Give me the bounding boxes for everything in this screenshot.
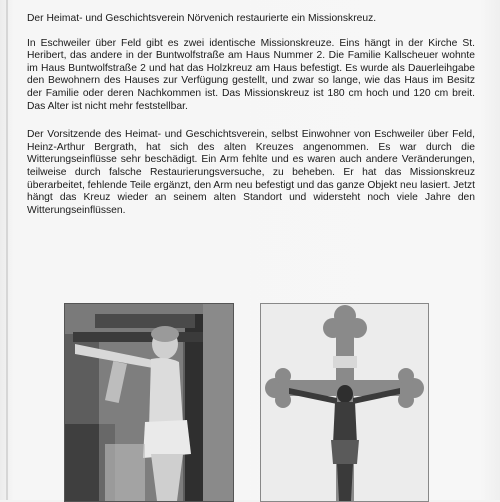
restored-crucifix-photo [260, 303, 429, 502]
paragraph-restoration: Der Vorsitzende des Heimat- und Geschichtsverein, selbst Einwohner von Eschweiler über Feld, Heinz-Arthur Bergrath, hat sich des alten Kreuzes angenommen. Es war durch die Witterungseinflüsse sehr beschädigt. Ein Arm fehlte und es waren auch andere Veränderungen, teilweise durch falsche Restaurierungsversuche, zu beheben. Er hat das Missionskreuz überarbeitet, fehlende Teile ergänzt, den Arm neu befestigt und das ganze Objekt neu lasiert. Jetzt hängt das Kreuz wieder an seinem alten Standort und widersteht noch viele Jahre den Witterungseinflüssen. [27, 129, 476, 216]
paragraph-cross-description: In Eschweiler über Feld gibt es zwei identische Missionskreuze. Eins hängt in der Kirche St. Heribert, das andere in der Buntwolfstraße am Haus Nummer 2. Die Familie Kallscheuer wohnte im Haus Buntwolfstraße 2 und hat das Holzkreuz am Haus befestigt. Es wurde als Dauerleihgabe den Bewohnern des Hauses zur Verfügung gestellt, und zwar so lange, wie das Haus im Besitz der Familie oder deren Nachkommen ist. Das Missionskreuz ist 180 cm hoch und 120 cm breit. Das Alter ist nicht mehr feststellbar. [27, 37, 475, 112]
spacer [27, 26, 475, 38]
damaged-crucifix-photo [64, 303, 234, 502]
damaged-crucifix-image [65, 304, 233, 501]
article-text [27, 13, 475, 217]
page-fold-shadow [6, 0, 8, 500]
spacer [27, 113, 475, 129]
restored-crucifix-image [261, 304, 428, 501]
intro-line: Der Heimat- und Geschichtsverein Nörvenich restaurierte ein Missionskreuz. [27, 13, 377, 24]
